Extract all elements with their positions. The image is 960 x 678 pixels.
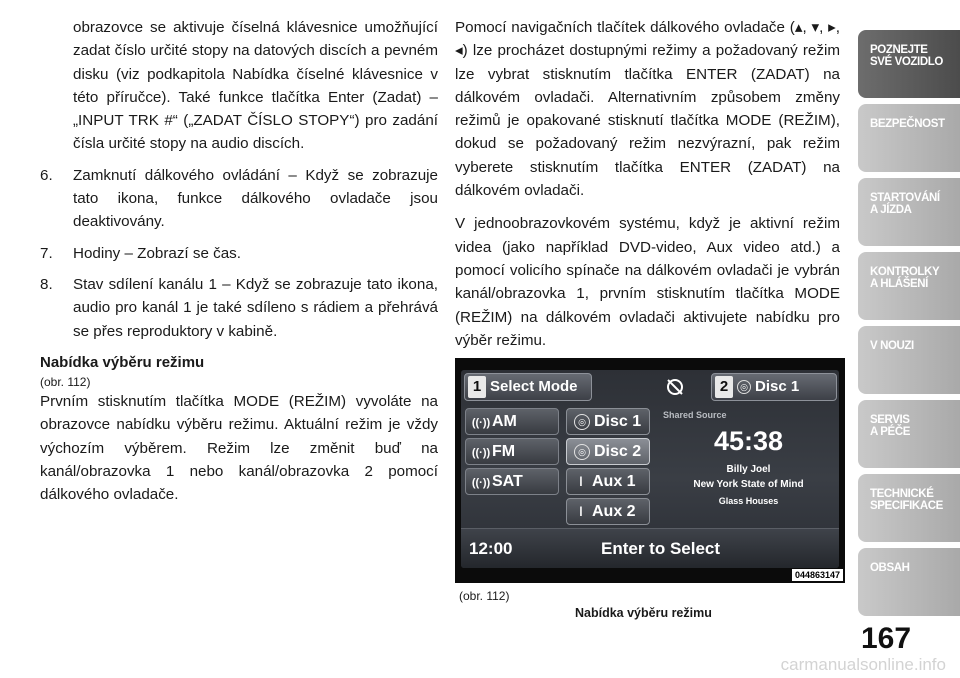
section-heading: Nabídka výběru režimu — [40, 353, 205, 371]
chapter-tabs — [858, 30, 960, 622]
tab-emergency[interactable] — [858, 326, 960, 394]
mode-button-fm[interactable] — [465, 438, 559, 465]
channel-1-tab[interactable] — [464, 373, 592, 401]
list-text: Zamknutí dálkového ovládání – Když se zobrazuje tato ikona, funkce dálkového ovladače jsou deaktivovány. — [73, 166, 438, 231]
tab-starting-driving[interactable] — [858, 178, 960, 246]
tab-label: OBSAH — [870, 562, 910, 574]
tab-know-your-vehicle[interactable] — [858, 30, 960, 98]
mode-button-disc-2[interactable] — [566, 438, 650, 465]
channel-number: 2 — [715, 376, 733, 398]
screen-top-bar — [461, 370, 839, 404]
list-text: Hodiny – Zobrazí se čas. — [73, 244, 241, 262]
mode-label: Disc 2 — [594, 443, 642, 460]
screen-status-bar — [461, 528, 839, 568]
entertainment-screen — [461, 370, 839, 568]
mode-label: FM — [492, 443, 516, 460]
list-text: Stav sdílení kanálu 1 – Když se zobrazuje tato ikona, audio pro kanál 1 je také sdíleno s rádiem a přehrává se přes reproduktory v kabině. — [73, 275, 438, 340]
channel-number: 1 — [468, 376, 486, 398]
figure-caption-ref: (obr. 112) — [459, 589, 510, 603]
mode-label: Aux 2 — [592, 503, 636, 520]
mode-button-aux-2[interactable] — [566, 498, 650, 525]
mode-label: Aux 1 — [592, 473, 636, 490]
tab-label: SPECIFIKACE — [870, 500, 943, 512]
tab-label: SVÉ VOZIDLO — [870, 56, 943, 68]
track-title: New York State of Mind — [693, 479, 804, 490]
figure-code: 044863147 — [792, 569, 843, 581]
mode-button-disc-1[interactable] — [566, 408, 650, 435]
disc-icon: ◎ — [574, 444, 590, 460]
tab-label: BEZPEČNOST — [870, 118, 945, 130]
list-item-7 — [40, 242, 438, 265]
figure-caption-title: Nabídka výběru režimu — [575, 606, 712, 620]
tab-specifications[interactable] — [858, 474, 960, 542]
disc-icon: ◎ — [737, 380, 751, 394]
paragraph-navigation: Pomocí navigačních tlačítek dálkového ovladače (▴, ▾, ▸, ◂) lze procházet dostupnými režimy a požadovaný režim lze vybrat stisknutím tlačítka ENTER (ZADAT) na dálkovém ovladači. Alternativním způsobem změny režimů je opakované stisknutí tlačítka MODE (REŽIM), dokud se požadovaný režim nezvýrazní, pak režim vyberete stisknutím tlačítka ENTER (ZADAT) na dálkovém ovladači. — [455, 19, 840, 200]
tab-label: A JÍZDA — [870, 204, 912, 216]
mode-label: AM — [492, 413, 517, 430]
enter-to-select-hint: Enter to Select — [601, 539, 721, 558]
tab-label: STARTOVÁNÍ — [870, 192, 940, 204]
page-number: 167 — [860, 622, 912, 655]
mode-button-am[interactable] — [465, 408, 559, 435]
mode-button-sat[interactable] — [465, 468, 559, 495]
channel-2-tab[interactable] — [711, 373, 837, 401]
mode-label: Disc 1 — [594, 413, 642, 430]
mode-button-aux-1[interactable] — [566, 468, 650, 495]
disc-icon: ◎ — [574, 414, 590, 430]
left-column — [40, 16, 438, 507]
track-artist: Billy Joel — [726, 464, 771, 475]
tab-label: A HLÁŠENÍ — [870, 278, 928, 290]
tab-label: POZNEJTE — [870, 44, 928, 56]
track-elapsed-time: 45:38 — [713, 426, 784, 456]
aux-plug-icon: ǀ — [579, 504, 583, 519]
list-number: 8. — [40, 275, 53, 293]
clock: 12:00 — [469, 539, 513, 558]
right-column — [455, 16, 840, 352]
shared-source-label: Shared Source — [663, 410, 727, 420]
tab-service-care[interactable] — [858, 400, 960, 468]
radio-signal-icon: ((·)) — [471, 447, 491, 459]
list-item-6 — [40, 164, 438, 234]
figure-reference: (obr. 112) — [40, 375, 91, 390]
watermark: carmanualsonline.info — [780, 655, 946, 674]
radio-signal-icon: ((·)) — [471, 417, 491, 429]
tab-label: TECHNICKÉ — [870, 488, 934, 500]
list-item-8 — [40, 273, 438, 343]
list-number: 7. — [40, 244, 53, 262]
intro-continuation: obrazovce se aktivuje číselná klávesnice umožňující zadat číslo určité stopy na datových discích a pevném disku (viz podkapitola Nabídka číselné klávesnice v této příručce). Také funkce tlačítka Enter (Zadat) – „INPUT TRK #“ („ZADAT ČÍSLO STOPY“) pro zadání čísla určité stopy na audio discích. — [73, 19, 438, 153]
mode-select-figure — [455, 358, 845, 583]
mode-label: SAT — [492, 473, 523, 490]
tab-label: A PÉČE — [870, 426, 910, 438]
paragraph-single-screen: V jednoobrazovkovém systému, když je aktivní režim videa (jako například DVD-video, Aux video atd.) a pomocí volicího spínače na dálkovém ovladači je vybrán kanál/obrazovka 1, prvním stisknutím tlačítka MODE (REŽIM) na dálkovém ovladači aktivujete nabídku pro výběr režimu. — [455, 215, 840, 349]
channel-1-label: Select Mode — [490, 378, 578, 395]
channel-2-label: Disc 1 — [755, 378, 800, 395]
tab-warning-lights[interactable] — [858, 252, 960, 320]
radio-signal-icon: ((·)) — [471, 477, 491, 489]
section-paragraph: Prvním stisknutím tlačítka MODE (REŽIM) vyvoláte na obrazovce nabídku výběru režimu. Aktuální režim je vždy výchozím výběrem. Režim lze změnit buď na kanál/obrazovka 1 nebo kanál/obrazovka 2 pomocí dálkového ovladače. — [40, 393, 438, 504]
track-album: Glass Houses — [718, 496, 779, 506]
tab-safety[interactable] — [858, 104, 960, 172]
remote-locked-icon — [665, 377, 685, 397]
aux-plug-icon: ǀ — [579, 474, 583, 489]
tab-label: V NOUZI — [870, 340, 914, 352]
list-number: 6. — [40, 166, 53, 184]
tab-label: SERVIS — [870, 414, 910, 426]
tab-contents[interactable] — [858, 548, 960, 616]
tab-label: KONTROLKY — [870, 266, 940, 278]
